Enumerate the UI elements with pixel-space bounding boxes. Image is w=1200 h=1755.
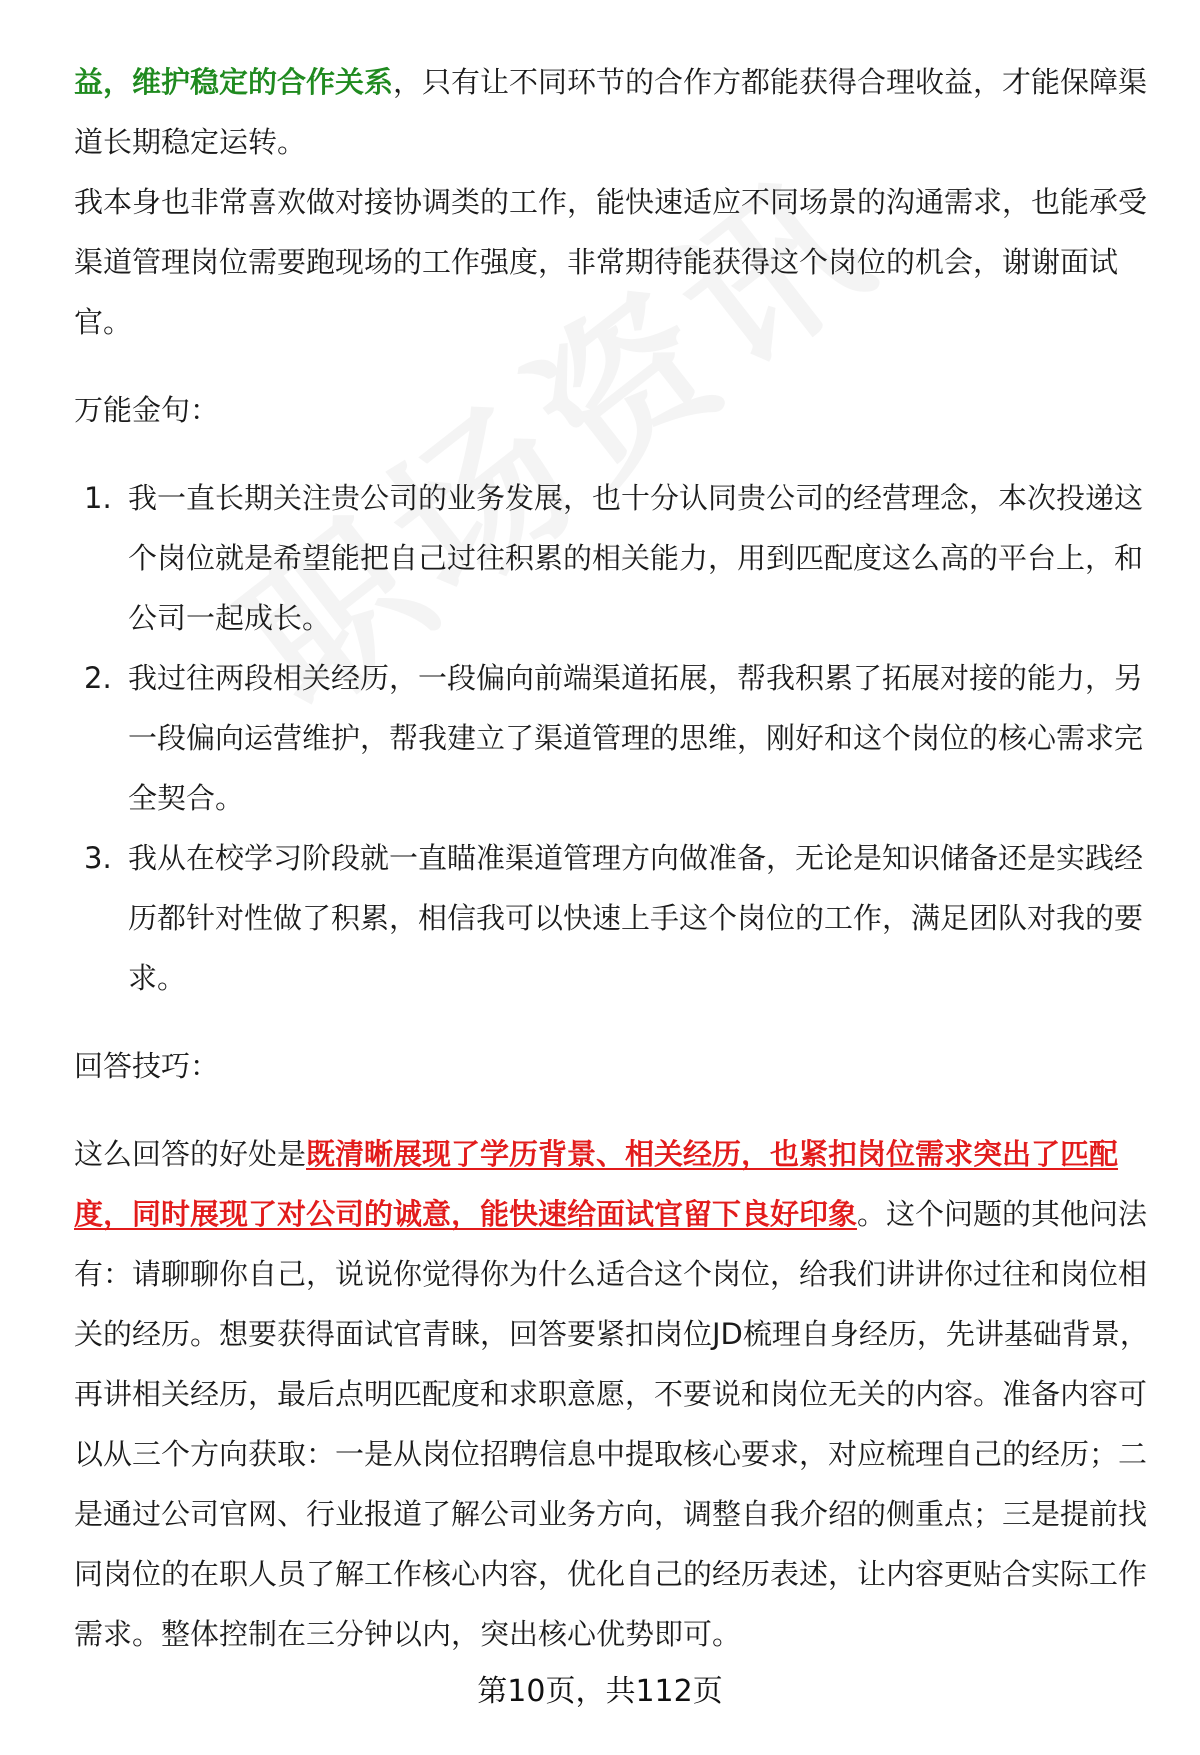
list-number: 2. (84, 661, 112, 695)
closing-paragraph: 我本身也非常喜欢做对接协调类的工作，能快速适应不同场景的沟通需求，也能承受渠道管理岗位需要跑现场的工作强度，非常期待能获得这个岗位的机会，谢谢面试官。 (74, 185, 1148, 339)
list-item (74, 648, 1154, 828)
list-number: 1. (84, 481, 112, 515)
tips-paragraph (74, 1124, 1154, 1664)
green-highlight: 益，维护稳定的合作关系 (74, 65, 394, 99)
intro-paragraph (74, 52, 1154, 172)
intro-text: ，只有让不同环节的合作方都能获得合理收益，才能保障渠道长期稳定运转。 (74, 65, 1148, 159)
list-item-text: 我过往两段相关经历，一段偏向前端渠道拓展，帮我积累了拓展对接的能力，另一段偏向运营维护，帮我建立了渠道管理的思维，刚好和这个岗位的核心需求完全契合。 (128, 661, 1144, 815)
red-highlight: 既清晰展现了学历背景、相关经历，也紧扣岗位需求突出了匹配度，同时展现了对公司的诚意，能快速给面试官留下良好印象 (74, 1137, 1119, 1231)
phrases-list (74, 468, 1154, 1008)
list-item (74, 468, 1154, 648)
list-item-text: 我从在校学习阶段就一直瞄准渠道管理方向做准备，无论是知识储备还是实践经历都针对性做了积累，相信我可以快速上手这个岗位的工作，满足团队对我的要求。 (128, 841, 1144, 995)
list-number: 3. (84, 841, 112, 875)
heading-answer-tips: 回答技巧： (74, 1049, 220, 1083)
tips-text: 。这个问题的其他问法有：请聊聊你自己，说说你觉得你为什么适合这个岗位，给我们讲讲你过往和岗位相关的经历。想要获得面试官青睐，回答要紧扣岗位JD梳理自身经历，先讲基础背景，再讲相关经历，最后点明匹配度和求职意愿，不要说和岗位无关的内容。准备内容可以从三个方向获取：一是从岗位招聘信息中提取核心要求，对应梳理自己的经历；二是通过公司官网、行业报道了解公司业务方向，调整自我介绍的侧重点；三是提前找同岗位的在职人员了解工作核心内容，优化自己的经历表述，让内容更贴合实际工作需求。整体控制在三分钟以内，突出核心优势即可。 (74, 1197, 1149, 1651)
list-item (74, 828, 1154, 1008)
document-body (74, 52, 1154, 1664)
heading-universal-phrases: 万能金句： (74, 393, 220, 427)
tips-lead: 这么回答的好处是 (74, 1137, 307, 1171)
page-footer: 第10页，共112页 (477, 1674, 723, 1709)
list-item-text: 我一直长期关注贵公司的业务发展，也十分认同贵公司的经营理念，本次投递这个岗位就是希望能把自己过往积累的相关能力，用到匹配度这么高的平台上，和公司一起成长。 (128, 481, 1144, 635)
